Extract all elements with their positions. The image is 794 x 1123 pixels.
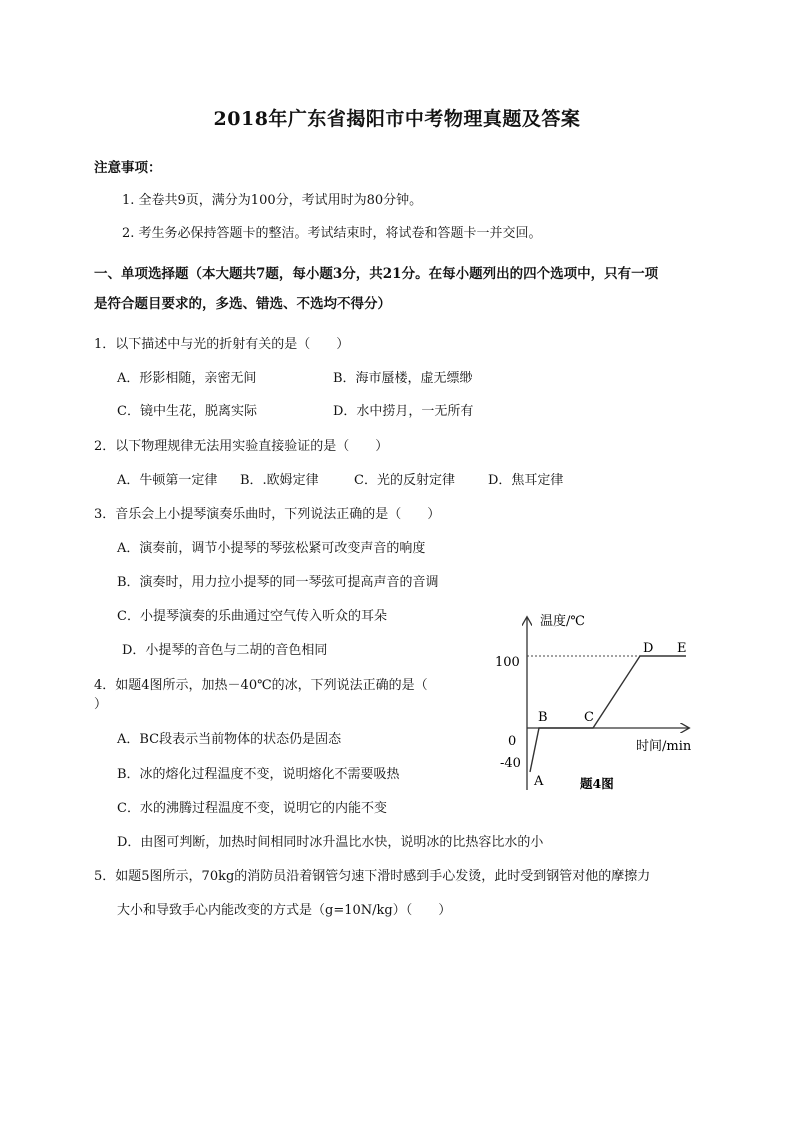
tick-neg40: -40	[500, 756, 521, 771]
section1-heading-line2: 是符合题目要求的，多选、错选、不选均不得分）	[94, 296, 391, 312]
q1-option-a: A．形影相随，亲密无间	[117, 371, 257, 386]
q3-option-a: A．演奏前，调节小提琴的琴弦松紧可改变声音的响度	[117, 541, 426, 556]
notice-item-2: 2. 考生务必保持答题卡的整洁。考试结束时，将试卷和答题卡一并交回。	[122, 226, 542, 241]
q4-option-d: D．由图可判断，加热时间相同时冰升温比水快，说明冰的比热容比水的小	[117, 835, 544, 850]
point-b-label: B	[538, 710, 548, 725]
q5-stem-line1: 5．如题5图所示，70kg的消防员沿着钢管匀速下滑时感到手心发烫，此时受到钢管对他的摩擦力	[94, 869, 651, 884]
y-axis-label: 温度/℃	[540, 614, 585, 629]
q2-option-a: A．牛顿第一定律	[117, 473, 218, 488]
q2-option-d: D．焦耳定律	[488, 473, 564, 488]
point-c-label: C	[584, 710, 594, 725]
q4-option-c: C．水的沸腾过程温度不变，说明它的内能不变	[117, 801, 387, 816]
q4-option-b: B．冰的熔化过程温度不变，说明熔化不需要吸热	[117, 767, 400, 782]
figure-4-graph	[490, 600, 700, 800]
point-e-label: E	[677, 641, 687, 656]
tick-0: 0	[508, 734, 517, 749]
tick-100: 100	[495, 655, 520, 670]
section1-heading-line1: 一、单项选择题（本大题共7题，每小题3分，共21分。在每小题列出的四个选项中，只有一项	[94, 266, 659, 282]
q2-option-b: B．.欧姆定律	[240, 473, 319, 488]
q3-stem: 3．音乐会上小提琴演奏乐曲时，下列说法正确的是（ ）	[94, 507, 441, 522]
q1-option-b: B．海市蜃楼，虚无缥缈	[333, 371, 473, 386]
q1-stem: 1．以下描述中与光的折射有关的是（ ）	[94, 337, 350, 352]
page-title: 2018年广东省揭阳市中考物理真题及答案	[213, 108, 581, 130]
q1-option-d: D．水中捞月，一无所有	[333, 404, 474, 419]
q3-option-b: B．演奏时，用力拉小提琴的同一琴弦可提高声音的音调	[117, 575, 439, 590]
temperature-curve	[530, 656, 686, 772]
q3-option-d: D．小提琴的音色与二胡的音色相同	[122, 643, 328, 658]
q3-option-c: C．小提琴演奏的乐曲通过空气传入听众的耳朵	[117, 609, 387, 624]
notice-item-1: 1. 全卷共9页，满分为100分，考试用时为80分钟。	[122, 193, 423, 208]
q4-option-a: A．BC段表示当前物体的状态仍是固态	[117, 732, 342, 747]
q2-stem: 2．以下物理规律无法用实验直接验证的是（ ）	[94, 439, 389, 454]
q2-option-c: C．光的反射定律	[354, 473, 455, 488]
figure-caption: 题4图	[580, 776, 614, 791]
q4-stem-line1: 4．如题4图所示，加热－40℃的冰，下列说法正确的是（	[94, 678, 428, 693]
point-d-label: D	[643, 641, 654, 656]
q4-stem-line2: ）	[94, 697, 108, 712]
point-a-label: A	[534, 774, 544, 789]
x-axis-label: 时间/min	[636, 739, 692, 754]
notice-heading: 注意事项：	[94, 160, 162, 176]
q5-stem-line2: 大小和导致手心内能改变的方式是（g=10N/kg）（ ）	[117, 903, 452, 918]
q1-option-c: C．镜中生花，脱离实际	[117, 404, 257, 419]
